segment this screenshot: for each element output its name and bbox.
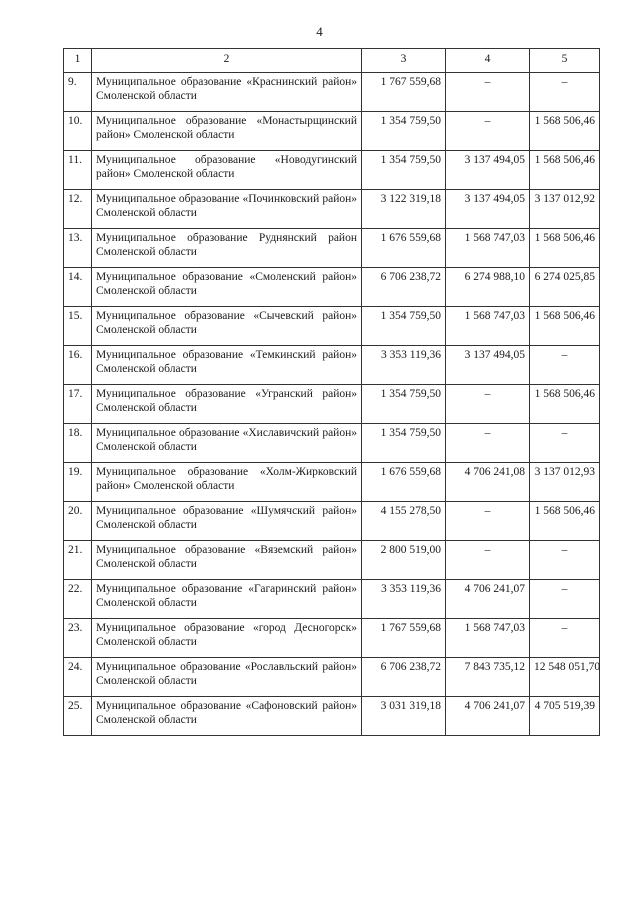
table-row <box>64 697 600 736</box>
amount-column-3: 3 031 319,18 <box>362 697 446 736</box>
table-row <box>64 73 600 112</box>
municipality-name: Муниципальное образование «Починковский район» Смоленской области <box>92 190 362 229</box>
municipality-name: Муниципальное образование «Хиславичский район» Смоленской области <box>92 424 362 463</box>
amount-column-3: 3 122 319,18 <box>362 190 446 229</box>
column-header: 4 <box>446 49 530 73</box>
table-row <box>64 541 600 580</box>
amount-column-5: 1 568 506,46 <box>530 307 600 346</box>
amount-column-3: 6 706 238,72 <box>362 658 446 697</box>
amount-column-4: – <box>446 502 530 541</box>
amount-column-4: 4 706 241,07 <box>446 580 530 619</box>
amount-column-5: – <box>530 580 600 619</box>
amount-column-4: 7 843 735,12 <box>446 658 530 697</box>
column-header: 2 <box>92 49 362 73</box>
table-row <box>64 346 600 385</box>
row-number: 25. <box>64 697 92 736</box>
municipality-name: Муниципальное образование «Вяземский район» Смоленской области <box>92 541 362 580</box>
amount-column-3: 1 354 759,50 <box>362 385 446 424</box>
row-number: 11. <box>64 151 92 190</box>
amount-column-3: 4 155 278,50 <box>362 502 446 541</box>
row-number: 15. <box>64 307 92 346</box>
row-number: 17. <box>64 385 92 424</box>
row-number: 24. <box>64 658 92 697</box>
table-row <box>64 229 600 268</box>
amount-column-3: 1 767 559,68 <box>362 619 446 658</box>
table-row <box>64 268 600 307</box>
amount-column-5: – <box>530 346 600 385</box>
row-number: 12. <box>64 190 92 229</box>
row-number: 10. <box>64 112 92 151</box>
table-row <box>64 580 600 619</box>
column-header: 1 <box>64 49 92 73</box>
table-row <box>64 190 600 229</box>
row-number: 19. <box>64 463 92 502</box>
amount-column-5: 1 568 506,46 <box>530 502 600 541</box>
row-number: 16. <box>64 346 92 385</box>
municipality-name: Муниципальное образование «Смоленский район» Смоленской области <box>92 268 362 307</box>
amount-column-4: – <box>446 385 530 424</box>
municipality-name: Муниципальное образование Руднянский район Смоленской области <box>92 229 362 268</box>
amount-column-3: 3 353 119,36 <box>362 346 446 385</box>
row-number: 14. <box>64 268 92 307</box>
amount-column-4: – <box>446 424 530 463</box>
column-header: 5 <box>530 49 600 73</box>
amount-column-3: 6 706 238,72 <box>362 268 446 307</box>
amount-column-5: – <box>530 541 600 580</box>
amount-column-5: – <box>530 73 600 112</box>
table-body <box>64 73 600 736</box>
amount-column-4: 3 137 494,05 <box>446 346 530 385</box>
table-row <box>64 307 600 346</box>
municipality-name: Муниципальное образование «Шумячский район» Смоленской области <box>92 502 362 541</box>
page-number: 4 <box>316 24 323 39</box>
amount-column-5: 1 568 506,46 <box>530 112 600 151</box>
amount-column-3: 1 354 759,50 <box>362 307 446 346</box>
amount-column-5: 1 568 506,46 <box>530 229 600 268</box>
amount-column-3: 1 676 559,68 <box>362 463 446 502</box>
municipality-name: Муниципальное образование «Новодугинский район» Смоленской области <box>92 151 362 190</box>
row-number: 22. <box>64 580 92 619</box>
municipality-name: Муниципальное образование «Угранский район» Смоленской области <box>92 385 362 424</box>
amount-column-4: 1 568 747,03 <box>446 307 530 346</box>
amount-column-3: 1 767 559,68 <box>362 73 446 112</box>
amount-column-5: 12 548 051,70 <box>530 658 600 697</box>
municipality-name: Муниципальное образование «Сафоновский район» Смоленской области <box>92 697 362 736</box>
amount-column-3: 3 353 119,36 <box>362 580 446 619</box>
allocation-table <box>63 48 600 736</box>
table-row <box>64 385 600 424</box>
amount-column-5: 3 137 012,93 <box>530 463 600 502</box>
table-row <box>64 502 600 541</box>
municipality-name: Муниципальное образование «Краснинский район» Смоленской области <box>92 73 362 112</box>
table-row <box>64 424 600 463</box>
table-row <box>64 619 600 658</box>
amount-column-5: – <box>530 424 600 463</box>
municipality-name: Муниципальное образование «Гагаринский район» Смоленской области <box>92 580 362 619</box>
row-number: 13. <box>64 229 92 268</box>
amount-column-5: 4 705 519,39 <box>530 697 600 736</box>
municipality-name: Муниципальное образование «Сычевский район» Смоленской области <box>92 307 362 346</box>
amount-column-4: 3 137 494,05 <box>446 190 530 229</box>
amount-column-4: 1 568 747,03 <box>446 619 530 658</box>
amount-column-4: – <box>446 73 530 112</box>
row-number: 9. <box>64 73 92 112</box>
amount-column-3: 2 800 519,00 <box>362 541 446 580</box>
row-number: 23. <box>64 619 92 658</box>
amount-column-4: – <box>446 541 530 580</box>
amount-column-5: 1 568 506,46 <box>530 385 600 424</box>
row-number: 21. <box>64 541 92 580</box>
table-row <box>64 151 600 190</box>
municipality-name: Муниципальное образование «Рославльский район» Смоленской области <box>92 658 362 697</box>
amount-column-4: 3 137 494,05 <box>446 151 530 190</box>
amount-column-4: – <box>446 112 530 151</box>
amount-column-5: – <box>530 619 600 658</box>
amount-column-5: 3 137 012,92 <box>530 190 600 229</box>
amount-column-4: 6 274 988,10 <box>446 268 530 307</box>
table-row <box>64 112 600 151</box>
municipality-name: Муниципальное образование «город Десногорск» Смоленской области <box>92 619 362 658</box>
table-header-row <box>64 49 600 73</box>
municipality-name: Муниципальное образование «Темкинский район» Смоленской области <box>92 346 362 385</box>
amount-column-3: 1 354 759,50 <box>362 151 446 190</box>
amount-column-4: 4 706 241,07 <box>446 697 530 736</box>
row-number: 20. <box>64 502 92 541</box>
municipality-name: Муниципальное образование «Холм-Жирковский район» Смоленской области <box>92 463 362 502</box>
table-row <box>64 658 600 697</box>
amount-column-5: 1 568 506,46 <box>530 151 600 190</box>
amount-column-5: 6 274 025,85 <box>530 268 600 307</box>
municipality-name: Муниципальное образование «Монастырщинский район» Смоленской области <box>92 112 362 151</box>
row-number: 18. <box>64 424 92 463</box>
table-row <box>64 463 600 502</box>
amount-column-3: 1 354 759,50 <box>362 424 446 463</box>
amount-column-3: 1 676 559,68 <box>362 229 446 268</box>
amount-column-4: 4 706 241,08 <box>446 463 530 502</box>
amount-column-3: 1 354 759,50 <box>362 112 446 151</box>
column-header: 3 <box>362 49 446 73</box>
amount-column-4: 1 568 747,03 <box>446 229 530 268</box>
